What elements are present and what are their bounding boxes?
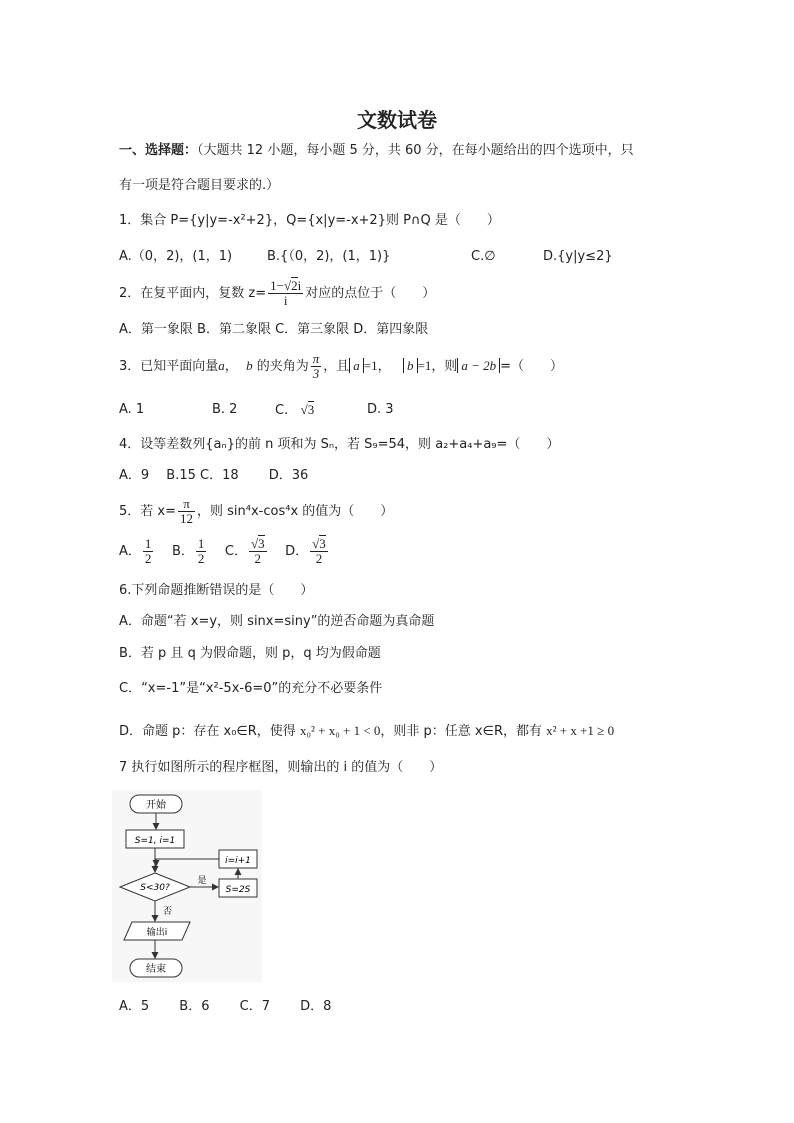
question-1-option-d: D.{y|y≤2} <box>543 249 613 264</box>
q5-b-num: 1 <box>197 536 205 551</box>
q6-d-expr1: x₀² + x₀ + 1 < 0 <box>299 723 381 738</box>
question-7-stem: 7 执行如图所示的程序框图，则输出的 i 的值为（ ） <box>119 760 443 775</box>
instructions-line-2: 有一项是符合题目要求的.） <box>119 178 280 193</box>
question-4-options: A．9 B.15 C．18 D．36 <box>119 468 309 483</box>
flow-start-label: 开始 <box>146 800 166 811</box>
abs-a: a <box>349 358 364 373</box>
q5-d-den: 2 <box>315 551 323 566</box>
q5-b-frac <box>196 537 207 566</box>
section-instructions <box>119 142 634 160</box>
q5-d-frac: $\frac{√3}{2}$ <box>312 536 326 566</box>
question-6-option-d <box>119 722 614 741</box>
q5-a-num: 1 <box>144 536 152 551</box>
x-num: π <box>178 497 195 512</box>
comma: ， <box>224 359 238 374</box>
q6-d-pre: D．命题 p：存在 x₀∈R，使得 <box>119 724 296 739</box>
angle-num: π <box>312 351 320 366</box>
angle-fraction <box>311 352 322 381</box>
flowchart <box>112 790 262 982</box>
question-6-option-c: C．“x=-1”是“x²-5x-6=0”的充分不必要条件 <box>119 681 383 696</box>
question-2-post: 对应的点位于（ ） <box>305 286 436 301</box>
question-4-stem: 4．设等差数列{aₙ}的前 n 项和为 Sₙ，若 S₉=54，则 a₂+a₄+a₉=（ ） <box>119 437 560 452</box>
abs-a-eq: =1， <box>363 358 391 373</box>
vector-a: a <box>218 358 225 373</box>
question-1-option-b: B.{（0，2)，(1，1)} <box>267 249 391 264</box>
flow-decision-label: S<30? <box>140 883 170 893</box>
question-3-and: ，且 <box>323 359 350 374</box>
question-6-option-b: B．若 p 且 q 为假命题，则 p，q 均为假命题 <box>119 646 381 661</box>
q5-a-den: 2 <box>144 551 152 566</box>
q6-d-expr2: x² + x +1 ≥ 0 <box>546 723 615 738</box>
question-6-option-a: A．命题“若 x=y，则 sinx=siny”的逆否命题为真命题 <box>119 614 435 629</box>
abs-expr: a − 2b <box>457 358 500 373</box>
question-5-post: ，则 sin⁴x-cos⁴x 的值为（ ） <box>197 504 394 519</box>
q6-d-mid: ，则非 p：任意 x∈R，都有 <box>380 724 542 739</box>
flow-double-label: S=2S <box>225 885 251 895</box>
flow-init-label: S=1, i=1 <box>134 836 176 846</box>
q5-b-den: 2 <box>197 551 205 566</box>
q5-c-frac: $\frac{√3}{2}$ <box>250 536 265 566</box>
question-3-mid: 的夹角为 <box>256 359 309 374</box>
flow-increment-label: i=i+1 <box>225 856 251 866</box>
question-2-stem <box>119 276 435 312</box>
flow-no-label: 否 <box>163 907 173 917</box>
denominator: i <box>283 293 288 308</box>
numerator-part: 1− <box>270 278 284 293</box>
q5-b-label: B． <box>171 544 194 559</box>
question-6-stem: 6.下列命题推断错误的是（ ） <box>119 583 314 598</box>
q5-c-num: 3 <box>258 536 265 551</box>
question-3-tail: =（ ） <box>500 359 564 374</box>
question-1-option-c: C.∅ <box>471 249 496 264</box>
instructions-line-1: （大题共 12 小题，每小题 5 分，共 60 分，在每小题给出的四个选项中，只 <box>197 143 634 158</box>
q5-c-label: C． <box>224 544 247 559</box>
abs-b: b <box>403 358 418 373</box>
q5-c-den: 2 <box>254 551 262 566</box>
page-title: 文数试卷 <box>357 108 437 132</box>
flow-output-label: 输出i <box>146 928 168 938</box>
question-5-stem <box>119 494 393 530</box>
question-3-option-a: A. 1 <box>119 402 145 417</box>
q5-d-num: 3 <box>319 536 326 551</box>
question-7-options: A．5 B．6 C．7 D．8 <box>119 999 332 1014</box>
vector-b: b <box>246 358 253 373</box>
flow-end-label: 结束 <box>146 964 166 975</box>
x-fraction <box>178 497 195 526</box>
question-3-pre: 3．已知平面向量 <box>119 359 219 374</box>
option-c-root: 3 <box>307 402 315 417</box>
option-c-label: C. <box>275 403 289 418</box>
x-den: 12 <box>180 511 193 526</box>
question-3-option-d: D. 3 <box>367 402 394 417</box>
complex-fraction: $\frac{1-√2i}{i}$ <box>270 278 302 308</box>
question-3-option-b: B. 2 <box>212 402 238 417</box>
flow-yes-label: 是 <box>197 876 207 886</box>
question-3-stem <box>119 348 563 385</box>
q5-a-frac <box>143 537 154 566</box>
angle-den: 3 <box>312 366 320 381</box>
q5-a-label: A． <box>119 544 141 559</box>
numerator-i: i <box>297 278 302 293</box>
section-heading: 一、选择题： <box>119 143 198 158</box>
question-1-stem: 1．集合 P={y|y=-x²+2}，Q={x|y=-x+2}则 P∩Q 是（ ） <box>119 213 500 228</box>
question-5-options <box>119 534 330 570</box>
numerator-root: 2 <box>291 278 298 293</box>
question-5-pre: 5．若 x= <box>119 504 176 519</box>
question-2-pre: 2．在复平面内，复数 z= <box>119 286 267 301</box>
abs-b-eq: =1，则 <box>417 358 458 373</box>
question-3-option-c: C. √3 <box>275 402 315 418</box>
question-1-option-a: A.（0，2)，(1，1) <box>119 249 233 264</box>
question-2-options: A．第一象限 B．第二象限 C．第三象限 D．第四象限 <box>119 322 429 337</box>
q5-d-label: D． <box>285 544 309 559</box>
